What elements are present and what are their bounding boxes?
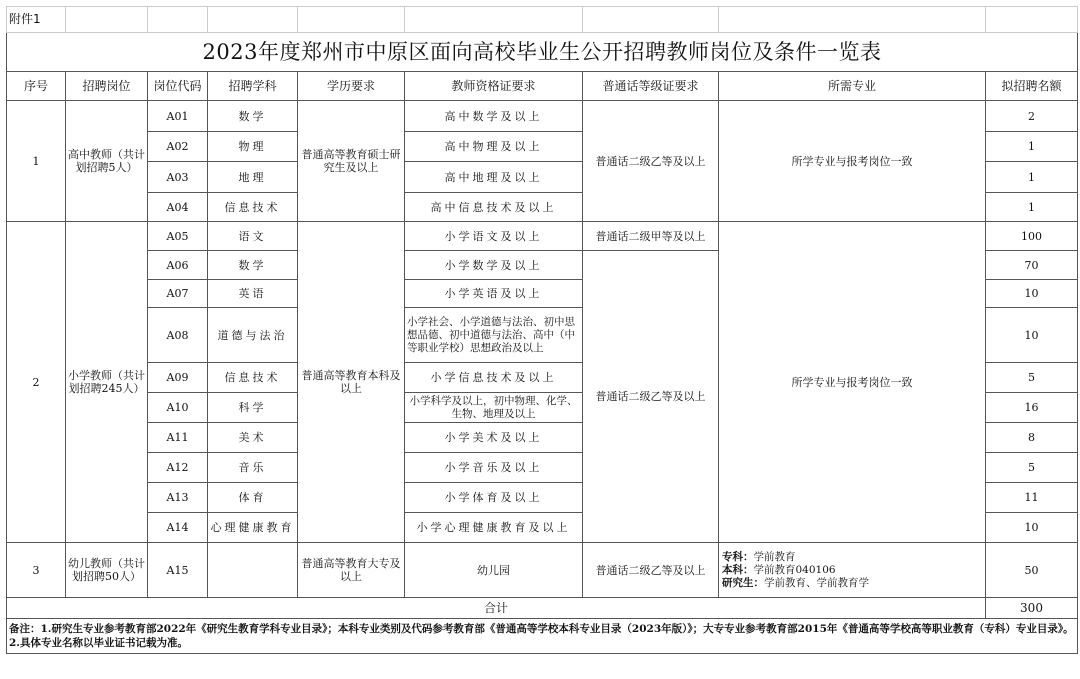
- count-cell: 5: [986, 363, 1078, 393]
- mandarin-cell: 普通话二级乙等及以上: [583, 251, 719, 543]
- table-row: [7, 543, 1078, 598]
- code-cell: A07: [148, 280, 208, 308]
- cert-cell: 小学语文及以上: [405, 222, 583, 251]
- cert-cell: 小学美术及以上: [405, 423, 583, 453]
- attachment-label: 附件1: [7, 7, 66, 33]
- cert-cell: 小学数学及以上: [405, 251, 583, 280]
- code-cell: A08: [148, 308, 208, 363]
- attachment-row: [7, 7, 1078, 33]
- total-label: 合计: [7, 598, 986, 619]
- edu-cell: 普通高等教育大专及以上: [298, 543, 405, 598]
- major-cell: [719, 543, 986, 598]
- cert-cell: 小学英语及以上: [405, 280, 583, 308]
- subject-cell: 地理: [208, 162, 298, 193]
- subject-cell: 道德与法治: [208, 308, 298, 363]
- subject-cell: 数学: [208, 101, 298, 132]
- major-cell: 所学专业与报考岗位一致: [719, 101, 986, 222]
- count-cell: 100: [986, 222, 1078, 251]
- subject-cell: 数学: [208, 251, 298, 280]
- code-cell: A02: [148, 132, 208, 162]
- mandarin-cell: 普通话二级乙等及以上: [583, 101, 719, 222]
- header-row: [7, 72, 1078, 101]
- total-value: 300: [986, 598, 1078, 619]
- code-cell: A05: [148, 222, 208, 251]
- subject-cell: 体育: [208, 483, 298, 513]
- subject-cell: 物理: [208, 132, 298, 162]
- header-major: 所需专业: [719, 72, 986, 101]
- code-cell: A03: [148, 162, 208, 193]
- header-seq: 序号: [7, 72, 66, 101]
- major-line-junior: 专科：学前教育: [722, 550, 796, 563]
- code-cell: A04: [148, 193, 208, 222]
- code-cell: A10: [148, 393, 208, 423]
- table-row: [7, 101, 1078, 132]
- header-code: 岗位代码: [148, 72, 208, 101]
- post-cell: 小学教师（共计划招聘245人）: [66, 222, 148, 543]
- code-cell: A01: [148, 101, 208, 132]
- post-cell: 幼儿教师（共计划招聘50人）: [66, 543, 148, 598]
- count-cell: 1: [986, 193, 1078, 222]
- seq-cell: 3: [7, 543, 66, 598]
- count-cell: 10: [986, 513, 1078, 543]
- cert-cell: 高中数学及以上: [405, 101, 583, 132]
- count-cell: 8: [986, 423, 1078, 453]
- subject-cell: 信息技术: [208, 363, 298, 393]
- edu-cell: 普通高等教育本科及以上: [298, 222, 405, 543]
- count-cell: 1: [986, 162, 1078, 193]
- major-line-bachelor: 本科：学前教育040106: [722, 563, 836, 576]
- count-cell: 10: [986, 308, 1078, 363]
- cert-cell: 小学心理健康教育及以上: [405, 513, 583, 543]
- count-cell: 5: [986, 453, 1078, 483]
- subject-cell: 信息技术: [208, 193, 298, 222]
- title-row: [7, 33, 1078, 72]
- seq-cell: 2: [7, 222, 66, 543]
- cert-cell: 小学社会、小学道德与法治、初中思想品德、初中道德与法治、高中（中等职业学校）思想政治及以上: [405, 308, 583, 363]
- table-row: [7, 222, 1078, 251]
- subject-cell: 语文: [208, 222, 298, 251]
- cert-cell: 高中物理及以上: [405, 132, 583, 162]
- count-cell: 50: [986, 543, 1078, 598]
- recruitment-table: [6, 6, 1078, 654]
- code-cell: A13: [148, 483, 208, 513]
- count-cell: 16: [986, 393, 1078, 423]
- subject-cell: 美术: [208, 423, 298, 453]
- edu-cell: 普通高等教育硕士研究生及以上: [298, 101, 405, 222]
- count-cell: 2: [986, 101, 1078, 132]
- subject-cell: 英语: [208, 280, 298, 308]
- mandarin-cell: 普通话二级甲等及以上: [583, 222, 719, 251]
- code-cell: A09: [148, 363, 208, 393]
- cert-cell: 小学信息技术及以上: [405, 363, 583, 393]
- post-cell: 高中教师（共计划招聘5人）: [66, 101, 148, 222]
- code-cell: A12: [148, 453, 208, 483]
- header-count: 拟招聘名额: [986, 72, 1078, 101]
- major-cell: 所学专业与报考岗位一致: [719, 222, 986, 543]
- code-cell: A06: [148, 251, 208, 280]
- mandarin-cell: 普通话二级乙等及以上: [583, 543, 719, 598]
- subject-cell: 音乐: [208, 453, 298, 483]
- header-edu: 学历要求: [298, 72, 405, 101]
- header-post: 招聘岗位: [66, 72, 148, 101]
- header-mandarin: 普通话等级证要求: [583, 72, 719, 101]
- subject-cell: 科学: [208, 393, 298, 423]
- page-title: 2023年度郑州市中原区面向高校毕业生公开招聘教师岗位及条件一览表: [7, 33, 1078, 72]
- code-cell: A11: [148, 423, 208, 453]
- subject-cell: 心理健康教育: [208, 513, 298, 543]
- subject-cell: [208, 543, 298, 598]
- count-cell: 1: [986, 132, 1078, 162]
- cert-cell: 高中信息技术及以上: [405, 193, 583, 222]
- cert-cell: 幼儿园: [405, 543, 583, 598]
- footnote: 备注：1.研究生专业参考教育部2022年《研究生教育学科专业目录》；本科专业类别及代码参考教育部《普通高等学校本科专业目录（2023年版）》；大专专业参考教育部2015年《普通高等学校高等职业教育（专科）专业目录》。2.具体专业名称以毕业证书记载为准。: [7, 619, 1078, 654]
- code-cell: A14: [148, 513, 208, 543]
- cert-cell: 高中地理及以上: [405, 162, 583, 193]
- note-row: [7, 619, 1078, 654]
- header-cert: 教师资格证要求: [405, 72, 583, 101]
- count-cell: 70: [986, 251, 1078, 280]
- header-subject: 招聘学科: [208, 72, 298, 101]
- count-cell: 11: [986, 483, 1078, 513]
- code-cell: A15: [148, 543, 208, 598]
- seq-cell: 1: [7, 101, 66, 222]
- major-line-graduate: 研究生：学前教育、学前教育学: [722, 576, 869, 589]
- count-cell: 10: [986, 280, 1078, 308]
- cert-cell: 小学科学及以上，初中物理、化学、生物、地理及以上: [405, 393, 583, 423]
- cert-cell: 小学音乐及以上: [405, 453, 583, 483]
- total-row: [7, 598, 1078, 619]
- cert-cell: 小学体育及以上: [405, 483, 583, 513]
